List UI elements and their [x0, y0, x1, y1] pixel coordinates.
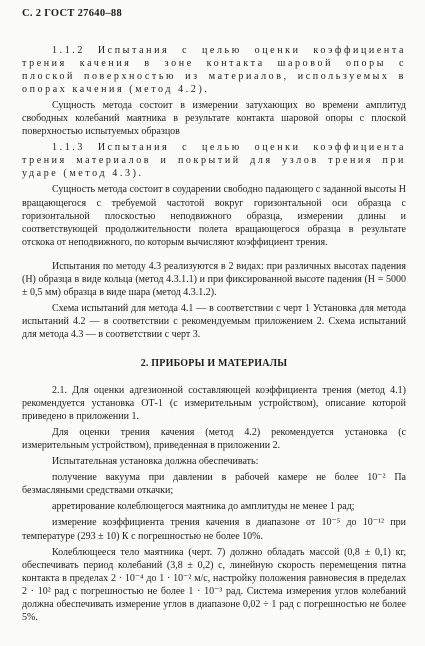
section-title: 2. ПРИБОРЫ И МАТЕРИАЛЫ — [140, 357, 288, 369]
paragraph-method-4-3-variants: Испытания по методу 4.3 реализуются в 2 видах: при различных высотах падения (H) образца в виде кольца (метод 4.3.1.1) и при фиксированной высоте падения (H = 5000 ± 0,5 мм) образца в виде шара (метод 4.3.1.2). — [22, 260, 406, 298]
paragraph-rolling-friction-setup: Для оценки трения качения (метод 4.2) рекомендуется установка (с измерительным устройством), приведенная в приложении 2. — [22, 427, 406, 452]
paragraph-vacuum-requirement: получение вакуума при давлении в рабочей камере не более 10⁻² Па безмасляными средствами откачки; — [22, 472, 406, 497]
paragraph-test-schemes: Схема испытаний для метода 4.1 — в соответствии с черт 1 Установка для метода испытаний 4.2 — в соответствии с рекомендуемым приложением 2. Схема испытаний для метода 4.3 — в соответствии с черт 3. — [22, 302, 406, 340]
paragraph-measurement-requirement: измерение коэффициента трения качения в диапазоне от 10⁻⁵ до 10⁻¹² при температуре (293 ± 10) К с погрешностью не более 10%. — [22, 517, 406, 542]
paragraph-method-4-2-essence: Сущность метода состоит в измерении затухающих во времени амплитуд свободных колебаний маятника в результате контакта шаровой опоры с плоской поверхностью испытуемых образцов — [22, 100, 406, 138]
paragraph-arresting-requirement: арретирование колеблющегося маятника до амплитуды не менее 1 рад; — [52, 501, 355, 513]
paragraph-pendulum-body: Колеблющееся тело маятника (черт. 7) должно обладать массой (0,8 ± 0,1) кг, обеспечивать период колебаний (3,8 ± 0,2) с, линейную скорость перемещения пятна контакта в пределах 2 · 10⁻⁴ до 1 · 10⁻² м/с, настройку положения равновесия в пределах 2 · 10² рад с погрешностью не более 1 · 10⁻³ рад. Система измерения углов колебаний должна обеспечивать измерение углов в диапазоне 0,02 ÷ 1 рад с погрешностью не более 5%. — [22, 546, 406, 623]
paragraph-method-4-3-essence: Сущность метода состоит в соударении свободно падающего с заданной высоты H вращающегося с требуемой частотой вокруг горизонтальной оси образца с горизонтальной плоскостью неподвижного образца, измерении длины и соответствующей продолжительности полета вращающегося образца в результате отскока от неподвижного, по которым вычисляют коэффициент трения. — [22, 184, 406, 248]
page-header: С. 2 ГОСТ 27640–88 — [22, 8, 123, 19]
paragraph-1-1-2: 1.1.2 Испытания с целью оценки коэффициента трения качения в зоне контакта шаровой опоры с плоской поверхностью из материалов, используемых в опорах качения (метод 4.2). — [22, 45, 406, 96]
paragraph-2-1: 2.1. Для оценки адгезионной составляющей коэффициента трения (метод 4.1) рекомендуется установка ОТ-1 (с измерительным устройством), описание которой приведено в приложении 1. — [22, 385, 406, 423]
paragraph-1-1-3: 1.1.3 Испытания с целью оценки коэффициента трения материалов и покрытий для узлов трения при ударе (метод 4.3). — [22, 142, 406, 180]
paragraph-requirements-intro: Испытательная установка должна обеспечивать: — [52, 456, 259, 468]
document-body — [22, 44, 406, 627]
